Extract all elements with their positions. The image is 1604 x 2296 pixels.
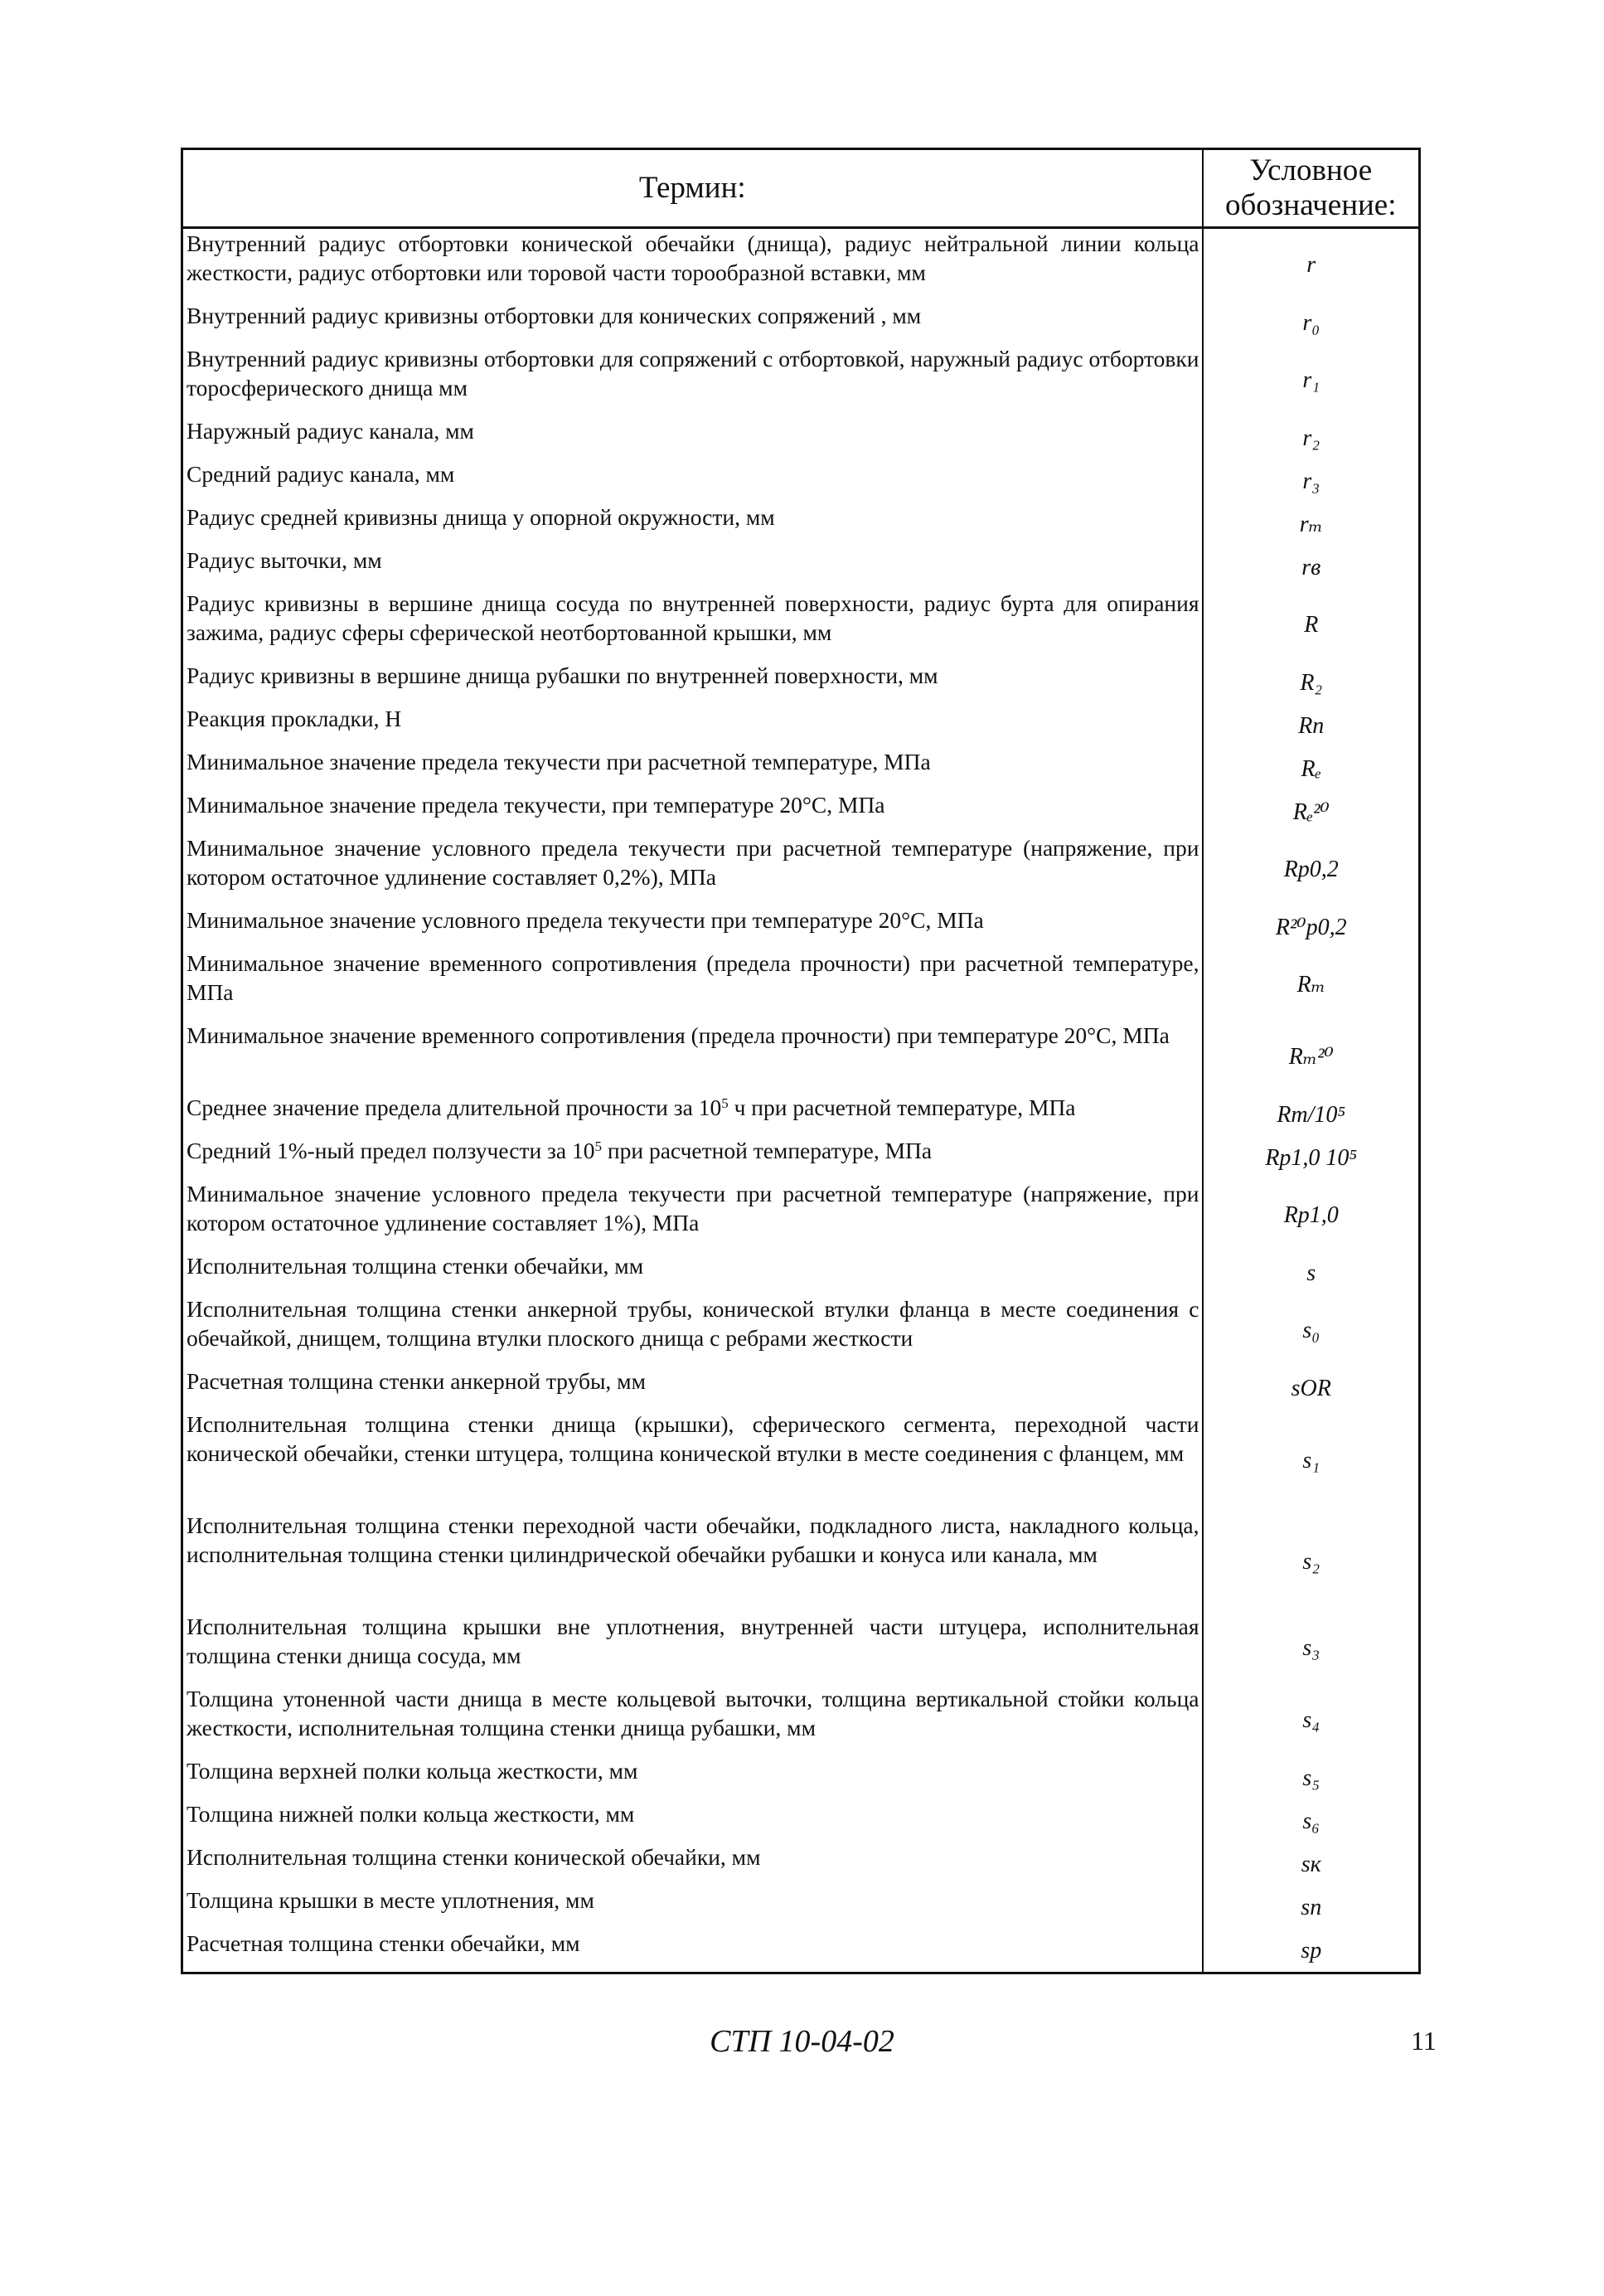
term-cell: Радиус кривизны в вершине днища сосуда по внутренней поверхности, радиус бурта для опирания зажима, радиус сферы сферической неотбортованной крышки, мм bbox=[182, 589, 1203, 661]
table-row bbox=[182, 1410, 1420, 1511]
symbol-cell: s₃ bbox=[1203, 1612, 1420, 1684]
symbol-cell: r bbox=[1203, 228, 1420, 302]
table-row bbox=[182, 833, 1420, 905]
term-cell: Минимальное значение предела текучести при расчетной температуре, МПа bbox=[182, 747, 1203, 790]
symbol-cell: sп bbox=[1203, 1886, 1420, 1929]
symbol-cell: R²⁰p0,2 bbox=[1203, 905, 1420, 949]
symbol-cell: Rp1,0 bbox=[1203, 1179, 1420, 1251]
table-row bbox=[182, 905, 1420, 949]
symbol-cell: sк bbox=[1203, 1842, 1420, 1886]
term-cell: Исполнительная толщина стенки переходной части обечайки, подкладного листа, накладного кольца, исполнительная толщина стенки цилиндрической обечайки рубашки и конуса или канала, мм bbox=[182, 1511, 1203, 1612]
table-row bbox=[182, 502, 1420, 546]
term-cell: Минимальное значение условного предела текучести при расчетной температуре (напряжение, при котором остаточное удлинение составляет 1%), МПа bbox=[182, 1179, 1203, 1251]
table-row bbox=[182, 704, 1420, 747]
term-cell: Толщина верхней полки кольца жесткости, мм bbox=[182, 1756, 1203, 1799]
symbol-cell: s₁ bbox=[1203, 1410, 1420, 1511]
term-cell: Минимальное значение предела текучести, при температуре 20°С, МПа bbox=[182, 790, 1203, 833]
term-superscript: 5 bbox=[721, 1095, 729, 1111]
header-symbol-line1: Условное bbox=[1249, 153, 1373, 187]
term-cell: Радиус средней кривизны днища у опорной окружности, мм bbox=[182, 502, 1203, 546]
term-superscript: 5 bbox=[594, 1138, 603, 1154]
table-row bbox=[182, 459, 1420, 502]
table-row bbox=[182, 1886, 1420, 1929]
table-row bbox=[182, 747, 1420, 790]
table-row bbox=[182, 589, 1420, 661]
header-symbol bbox=[1203, 149, 1420, 228]
term-cell: Расчетная толщина стенки анкерной трубы, мм bbox=[182, 1366, 1203, 1410]
term-cell: Толщина крышки в месте уплотнения, мм bbox=[182, 1886, 1203, 1929]
symbol-cell: sр bbox=[1203, 1929, 1420, 1973]
term-cell: Радиус кривизны в вершине днища рубашки по внутренней поверхности, мм bbox=[182, 661, 1203, 704]
term-cell: Внутренний радиус отбортовки конической обечайки (днища), радиус нейтральной линии кольца жесткости, радиус отбортовки или торовой части торообразной вставки, мм bbox=[182, 228, 1203, 302]
header-term: Термин: bbox=[182, 149, 1203, 228]
term-cell: Исполнительная толщина стенки обечайки, мм bbox=[182, 1251, 1203, 1294]
symbol-cell: s₆ bbox=[1203, 1799, 1420, 1842]
term-text: Среднее значение предела длительной прочности за 10 bbox=[187, 1095, 722, 1120]
table-row bbox=[182, 1756, 1420, 1799]
symbol-cell: r₀ bbox=[1203, 301, 1420, 344]
symbol-cell: r₁ bbox=[1203, 344, 1420, 416]
term-cell: Внутренний радиус кривизны отбортовки для сопряжений с отбортовкой, наружный радиус отбортовки торосферического днища мм bbox=[182, 344, 1203, 416]
table-header-row bbox=[182, 149, 1420, 228]
document-code: СТП 10-04-02 bbox=[710, 2024, 894, 2059]
table-row bbox=[182, 416, 1420, 459]
term-text: при расчетной температуре, МПа bbox=[602, 1138, 933, 1163]
term-cell: Исполнительная толщина стенки днища (крышки), сферического сегмента, переходной части конической обечайки, стенки штуцера, толщина конической втулки в месте соединения с фланцем, мм bbox=[182, 1410, 1203, 1511]
symbol-cell: rₘ bbox=[1203, 502, 1420, 546]
symbol-cell: R bbox=[1203, 589, 1420, 661]
term-cell: Наружный радиус канала, мм bbox=[182, 416, 1203, 459]
table-row bbox=[182, 1799, 1420, 1842]
page-number: 11 bbox=[1411, 2026, 1437, 2056]
table-row bbox=[182, 1294, 1420, 1366]
terms-table bbox=[181, 148, 1421, 1974]
table-row bbox=[182, 1136, 1420, 1179]
table-row bbox=[182, 790, 1420, 833]
term-text: ч при расчетной температуре, МПа bbox=[728, 1095, 1076, 1120]
term-cell: Расчетная толщина стенки обечайки, мм bbox=[182, 1929, 1203, 1973]
term-cell: Толщина нижней полки кольца жесткости, мм bbox=[182, 1799, 1203, 1842]
table-row bbox=[182, 301, 1420, 344]
term-cell: Средний радиус канала, мм bbox=[182, 459, 1203, 502]
term-cell: Минимальное значение условного предела текучести при температуре 20°С, МПа bbox=[182, 905, 1203, 949]
table-row bbox=[182, 1684, 1420, 1756]
symbol-cell: R₂ bbox=[1203, 661, 1420, 704]
table-row bbox=[182, 1842, 1420, 1886]
table-row bbox=[182, 1511, 1420, 1612]
symbol-cell: Rₑ²⁰ bbox=[1203, 790, 1420, 833]
table-row bbox=[182, 1021, 1420, 1093]
header-symbol-line2: обозначение: bbox=[1224, 188, 1397, 222]
table-row bbox=[182, 661, 1420, 704]
symbol-cell: s₂ bbox=[1203, 1511, 1420, 1612]
term-cell: Исполнительная толщина крышки вне уплотнения, внутренней части штуцера, исполнительная толщина стенки днища сосуда, мм bbox=[182, 1612, 1203, 1684]
table-row bbox=[182, 546, 1420, 589]
term-cell: Внутренний радиус кривизны отбортовки для конических сопряжений , мм bbox=[182, 301, 1203, 344]
symbol-cell: Rₑ bbox=[1203, 747, 1420, 790]
symbol-cell: s bbox=[1203, 1251, 1420, 1294]
term-cell: Исполнительная толщина стенки конической обечайки, мм bbox=[182, 1842, 1203, 1886]
symbol-cell: Rₘ²⁰ bbox=[1203, 1021, 1420, 1093]
table-row bbox=[182, 1251, 1420, 1294]
symbol-cell: Rp1,0 10⁵ bbox=[1203, 1136, 1420, 1179]
term-cell: Реакция прокладки, Н bbox=[182, 704, 1203, 747]
table-row bbox=[182, 228, 1420, 302]
table-row bbox=[182, 1093, 1420, 1136]
symbol-cell: s₅ bbox=[1203, 1756, 1420, 1799]
table-row bbox=[182, 1929, 1420, 1973]
table-row bbox=[182, 949, 1420, 1021]
term-cell: Толщина утоненной части днища в месте кольцевой выточки, толщина вертикальной стойки кольца жесткости, исполнительная толщина стенки днища рубашки, мм bbox=[182, 1684, 1203, 1756]
term-cell bbox=[182, 1093, 1203, 1136]
symbol-cell: sOR bbox=[1203, 1366, 1420, 1410]
symbol-cell: Rp0,2 bbox=[1203, 833, 1420, 905]
term-text: Средний 1%-ный предел ползучести за 10 bbox=[187, 1138, 595, 1163]
symbol-cell: Rₘ bbox=[1203, 949, 1420, 1021]
table-row bbox=[182, 344, 1420, 416]
symbol-cell: s₀ bbox=[1203, 1294, 1420, 1366]
term-cell: Минимальное значение временного сопротивления (предела прочности) при расчетной температуре, МПа bbox=[182, 949, 1203, 1021]
term-cell: Минимальное значение временного сопротивления (предела прочности) при температуре 20°С, МПа bbox=[182, 1021, 1203, 1093]
table-row bbox=[182, 1179, 1420, 1251]
table-row bbox=[182, 1612, 1420, 1684]
table-row bbox=[182, 1366, 1420, 1410]
symbol-cell: Rп bbox=[1203, 704, 1420, 747]
term-cell: Исполнительная толщина стенки анкерной трубы, конической втулки фланца в месте соединения с обечайкой, днищем, толщина втулки плоского днища с ребрами жесткости bbox=[182, 1294, 1203, 1366]
term-cell: Минимальное значение условного предела текучести при расчетной температуре (напряжение, при котором остаточное удлинение составляет 0,2%), МПа bbox=[182, 833, 1203, 905]
symbol-cell: s₄ bbox=[1203, 1684, 1420, 1756]
symbol-cell: r₂ bbox=[1203, 416, 1420, 459]
term-cell bbox=[182, 1136, 1203, 1179]
term-cell: Радиус выточки, мм bbox=[182, 546, 1203, 589]
symbol-cell: Rm/10⁵ bbox=[1203, 1093, 1420, 1136]
symbol-cell: r₃ bbox=[1203, 459, 1420, 502]
symbol-cell: rв bbox=[1203, 546, 1420, 589]
